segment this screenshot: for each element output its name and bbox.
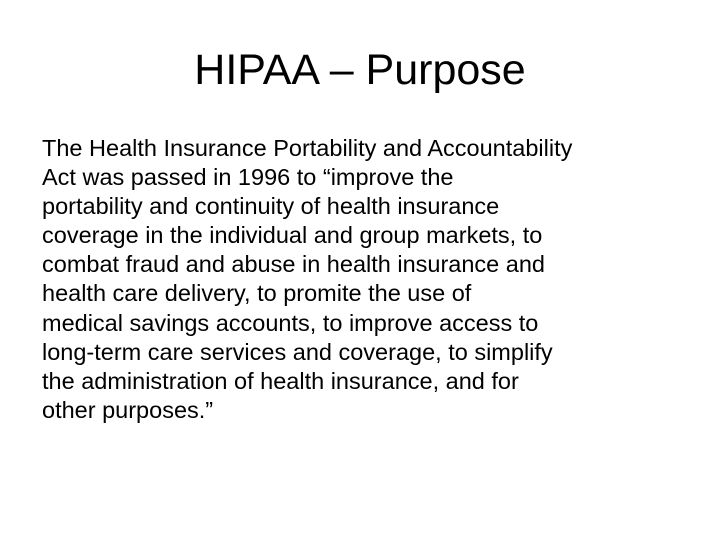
body-line: combat fraud and abuse in health insurance and [42,251,545,278]
body-line: Act was passed in 1996 to “improve the [42,164,454,191]
body-line: coverage in the individual and group markets, to [42,222,543,249]
slide-body-paragraph [42,134,720,425]
body-line: health care delivery, to promite the use of [42,280,472,307]
body-line: long-term care services and coverage, to simplify [42,338,553,365]
body-line: portability and continuity of health insurance [42,193,500,220]
body-line: other purposes.” [42,396,214,423]
body-line: The Health Insurance Portability and Accountability [42,135,573,161]
body-line: the administration of health insurance, and for [42,367,519,394]
body-line: medical savings accounts, to improve access to [42,309,539,336]
slide-title: HIPAA – Purpose [194,46,526,94]
